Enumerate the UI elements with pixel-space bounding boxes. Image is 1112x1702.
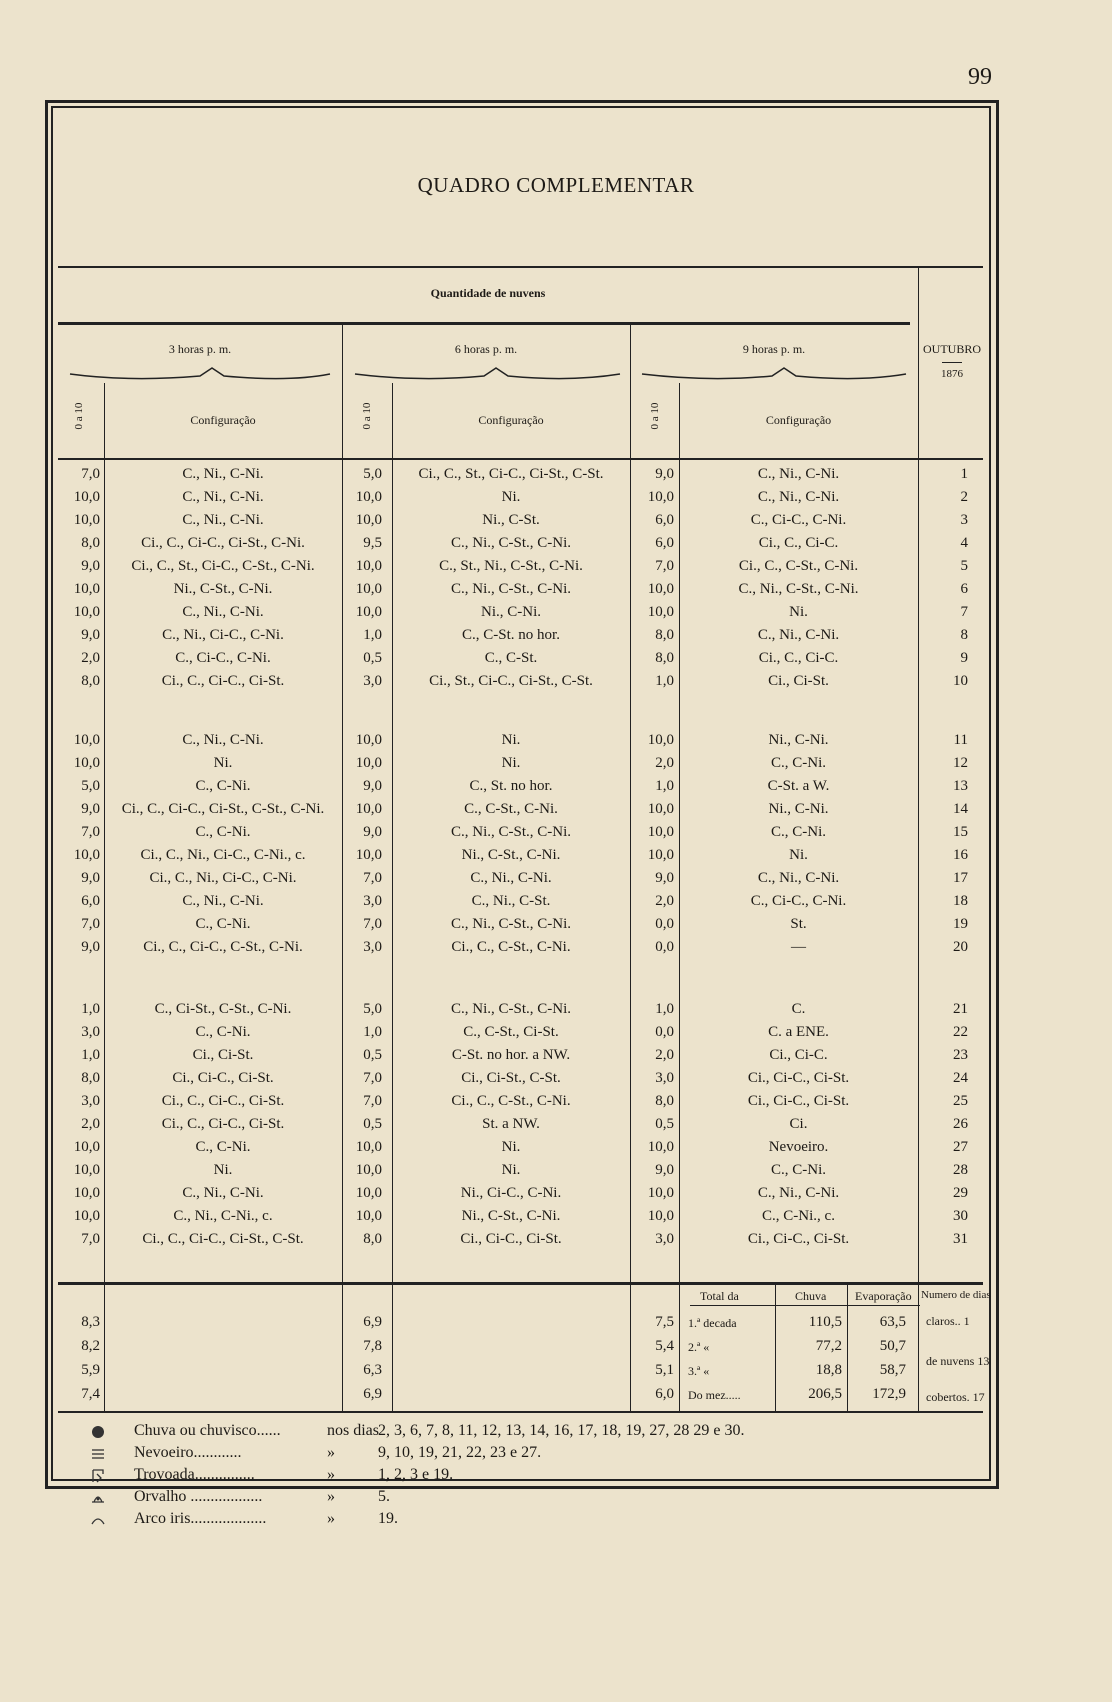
cloud-9h-value: 6,0 — [655, 535, 674, 551]
cloud-9h-value: 8,0 — [655, 1093, 674, 1109]
day-number: 26 — [953, 1116, 968, 1132]
cloud-3h-value: 10,0 — [73, 489, 100, 505]
cloud-9h-value: 10,0 — [647, 824, 674, 840]
header-config-9h: Configuração — [765, 413, 832, 427]
config-3h: C., C-Ni. — [195, 778, 251, 794]
config-3h: C., C-Ni. — [195, 1139, 251, 1155]
config-9h: Ni. — [789, 604, 808, 620]
cloud-3h-value: 10,0 — [73, 1185, 100, 1201]
config-6h: St. a NW. — [482, 1116, 540, 1132]
day-number: 6 — [960, 581, 968, 597]
config-3h: Ni., C-St., C-Ni. — [173, 581, 273, 597]
header-config-6h: Configuração — [478, 413, 544, 427]
config-9h: Ci., Ci-C., Ci-St. — [747, 1070, 850, 1086]
config-3h: C., Ni., C-Ni. — [182, 1185, 264, 1201]
config-9h: Ci., C., C-St., C-Ni. — [738, 558, 859, 574]
cloud-6h-value: 0,5 — [363, 650, 382, 666]
legend-label: Trovoada............... — [134, 1466, 255, 1483]
cloud-3h-value: 10,0 — [73, 847, 100, 863]
month-underline — [942, 362, 962, 363]
config-3h: C., C-Ni. — [195, 1024, 251, 1040]
summary-num-header: Numero de dias — [921, 1289, 991, 1301]
cloud-6h-value: 10,0 — [355, 558, 382, 574]
config-3h: Ci., C., Ci-C., Ci-St., C-St. — [142, 1231, 304, 1247]
config-9h: Ni. — [789, 847, 808, 863]
config-9h: Nevoeiro. — [768, 1139, 829, 1155]
summary-evap: 58,7 — [879, 1362, 906, 1378]
cloud-9h-value: 0,0 — [655, 916, 674, 932]
config-9h: Ci. — [789, 1116, 808, 1132]
config-6h: Ni. — [501, 1139, 521, 1155]
cloud-3h-value: 10,0 — [73, 755, 100, 771]
config-9h: C. a ENE. — [768, 1024, 829, 1040]
cloud-9h-value: 1,0 — [655, 673, 674, 689]
cloud-3h-value: 10,0 — [73, 732, 100, 748]
mean-6h: 6,9 — [363, 1386, 382, 1402]
cloud-3h-value: 9,0 — [81, 801, 100, 817]
cloud-9h-value: 6,0 — [655, 512, 674, 528]
cloud-3h-value: 7,0 — [81, 824, 100, 840]
thunder-icon — [90, 1468, 106, 1489]
vrule-2 — [342, 325, 343, 1411]
fog-lines-icon — [90, 1446, 106, 1467]
day-number: 10 — [953, 673, 968, 689]
day-number: 30 — [953, 1208, 968, 1224]
config-6h: Ni., C-Ni. — [481, 604, 541, 620]
day-number: 13 — [953, 778, 968, 794]
summary-evap: 63,5 — [879, 1314, 906, 1330]
config-3h: C., Ni., C-Ni. — [182, 466, 264, 482]
config-3h: Ni. — [213, 1162, 233, 1178]
config-3h: Ci., C., Ci-C., C-St., C-Ni. — [143, 939, 303, 955]
cloud-9h-value: 10,0 — [647, 732, 674, 748]
config-9h: C., Ni., C-Ni. — [757, 870, 840, 886]
day-number: 31 — [953, 1231, 968, 1247]
summary-period: 3.ª « — [688, 1364, 710, 1378]
day-number: 17 — [953, 870, 968, 886]
cloud-3h-value: 9,0 — [81, 558, 100, 574]
config-9h: — — [791, 939, 806, 955]
day-number: 1 — [960, 466, 968, 482]
config-9h: C., Ni., C-Ni. — [757, 627, 840, 643]
cloud-9h-value: 9,0 — [655, 466, 674, 482]
day-number: 20 — [953, 939, 968, 955]
config-6h: C., Ni., C-St., C-Ni. — [450, 535, 571, 551]
config-6h: Ni. — [501, 1162, 521, 1178]
cloud-9h-value: 0,5 — [655, 1116, 674, 1132]
mean-6h: 6,3 — [363, 1362, 382, 1378]
header-rule-bottom — [58, 458, 983, 460]
summary-period: 1.ª decada — [688, 1316, 737, 1330]
config-3h: C., C-Ni. — [195, 916, 251, 932]
cloud-6h-value: 7,0 — [363, 870, 382, 886]
cloud-3h-value: 3,0 — [81, 1093, 100, 1109]
header-6h: 6 horas p. m. — [454, 342, 518, 356]
header-rule-top — [58, 266, 983, 268]
cloud-9h-value: 7,0 — [655, 558, 674, 574]
day-number: 18 — [953, 893, 968, 909]
config-9h: Ci., Ci-St. — [768, 673, 829, 689]
summary-chuva: 77,2 — [815, 1338, 842, 1354]
mean-9h: 5,1 — [655, 1362, 674, 1378]
cloud-3h-value: 7,0 — [81, 466, 100, 482]
config-3h: Ci., C., Ci-C., Ci-St. — [161, 673, 285, 689]
config-9h: Ni., C-Ni. — [768, 732, 829, 748]
cloud-3h-value: 2,0 — [81, 1116, 100, 1132]
cloud-3h-value: 10,0 — [73, 581, 100, 597]
config-9h: C-St. a W. — [767, 778, 830, 794]
config-6h: Ni., C-St. — [482, 512, 540, 528]
cloud-6h-value: 3,0 — [363, 939, 382, 955]
day-number: 15 — [953, 824, 968, 840]
config-6h: C., Ni., C-St., C-Ni. — [450, 581, 571, 597]
config-3h: C., C-Ni. — [195, 824, 251, 840]
summary-evap: 50,7 — [879, 1338, 906, 1354]
cloud-9h-value: 0,0 — [655, 1024, 674, 1040]
cloud-3h-value: 5,0 — [81, 778, 100, 794]
day-number: 23 — [953, 1047, 968, 1063]
cloud-9h-value: 10,0 — [647, 604, 674, 620]
dew-icon — [90, 1490, 106, 1511]
mean-3h: 8,2 — [81, 1338, 100, 1354]
header-year: 1876 — [941, 368, 963, 380]
config-6h: C., C-St., Ci-St. — [463, 1024, 559, 1040]
day-number: 19 — [953, 916, 968, 932]
day-number: 12 — [953, 755, 968, 771]
day-number: 4 — [960, 535, 968, 551]
page-number: 99 — [968, 64, 992, 90]
config-6h: Ci., C., St., Ci-C., Ci-St., C-St. — [418, 466, 604, 482]
config-6h: C., St. no hor. — [469, 778, 553, 794]
config-3h: C., Ni., Ci-C., C-Ni. — [162, 627, 284, 643]
config-9h: C., Ni., C-Ni. — [757, 489, 840, 505]
mean-9h: 7,5 — [655, 1314, 674, 1330]
day-number: 29 — [953, 1185, 968, 1201]
config-9h: C., C-Ni. — [770, 1162, 826, 1178]
config-3h: C., Ni., C-Ni. — [182, 604, 264, 620]
config-6h: C., Ni., C-St., C-Ni. — [450, 1001, 571, 1017]
header-scale-9h: 0 a 10 — [649, 402, 661, 430]
config-3h: Ci., C., Ci-C., Ci-St. — [161, 1093, 285, 1109]
config-9h: Ci., Ci-C. — [769, 1047, 828, 1063]
config-9h: C., Ci-C., C-Ni. — [750, 512, 847, 528]
config-6h: C., Ni., C-Ni. — [470, 870, 552, 886]
cloud-3h-value: 3,0 — [81, 1024, 100, 1040]
mean-6h: 7,8 — [363, 1338, 382, 1354]
config-9h: C., C-Ni. — [770, 755, 826, 771]
config-3h: Ci., Ci-C., Ci-St. — [172, 1070, 274, 1086]
config-3h: Ci., C., Ci-C., Ci-St. — [161, 1116, 285, 1132]
cloud-6h-value: 9,0 — [363, 778, 382, 794]
summary-chuva: 206,5 — [808, 1386, 842, 1402]
cloud-6h-value: 10,0 — [355, 489, 382, 505]
cloud-3h-value: 10,0 — [73, 1139, 100, 1155]
legend-days: 1, 2, 3 e 19. — [378, 1466, 454, 1483]
day-number: 9 — [960, 650, 968, 666]
cloud-6h-value: 3,0 — [363, 893, 382, 909]
legend-label: Arco iris................... — [134, 1510, 267, 1527]
config-6h: Ci., C., C-St., C-Ni. — [451, 939, 571, 955]
cloud-9h-value: 10,0 — [647, 1185, 674, 1201]
config-9h: St. — [790, 916, 807, 932]
cloud-6h-value: 10,0 — [355, 755, 382, 771]
legend-prefix: » — [327, 1510, 335, 1527]
mean-3h: 5,9 — [81, 1362, 100, 1378]
cloud-6h-value: 7,0 — [363, 1070, 382, 1086]
day-number: 5 — [960, 558, 968, 574]
page-title: QUADRO COMPLEMENTAR — [417, 173, 695, 197]
cloud-6h-value: 7,0 — [363, 1093, 382, 1109]
summary-rule — [58, 1282, 983, 1285]
config-9h: C., Ni., C-St., C-Ni. — [738, 581, 859, 597]
cloud-3h-value: 1,0 — [81, 1047, 100, 1063]
config-9h: C., Ci-C., C-Ni. — [750, 893, 847, 909]
config-9h: Ni., C-Ni. — [768, 801, 829, 817]
day-number: 21 — [953, 1001, 968, 1017]
day-number: 14 — [953, 801, 968, 817]
config-9h: C., Ni., C-Ni. — [757, 1185, 840, 1201]
cloud-3h-value: 2,0 — [81, 650, 100, 666]
legend-prefix: » — [327, 1488, 335, 1505]
cloud-6h-value: 9,5 — [363, 535, 382, 551]
cloud-6h-value: 7,0 — [363, 916, 382, 932]
cloud-3h-value: 8,0 — [81, 1070, 100, 1086]
cloud-6h-value: 10,0 — [355, 1139, 382, 1155]
config-9h: C., C-Ni., c. — [762, 1208, 835, 1224]
cloud-9h-value: 0,0 — [655, 939, 674, 955]
day-number: 2 — [960, 489, 968, 505]
cloud-3h-value: 9,0 — [81, 870, 100, 886]
legend-prefix: nos dias — [327, 1422, 379, 1439]
cloud-9h-value: 3,0 — [655, 1231, 674, 1247]
cloud-9h-value: 10,0 — [647, 1208, 674, 1224]
cloud-9h-value: 10,0 — [647, 581, 674, 597]
cloud-9h-value: 8,0 — [655, 627, 674, 643]
summary-chuva: 110,5 — [808, 1314, 842, 1330]
day-number: 28 — [953, 1162, 968, 1178]
legend-days: 2, 3, 6, 7, 8, 11, 12, 13, 14, 16, 17, 18, 19, 27, 28 29 e 30. — [378, 1422, 745, 1439]
legend-prefix: » — [327, 1444, 335, 1461]
config-6h: C., Ni., C-St., C-Ni. — [450, 916, 571, 932]
config-3h: C., Ni., C-Ni., c. — [173, 1208, 273, 1224]
vrule-4 — [630, 325, 631, 1411]
header-config-3h: Configuração — [190, 413, 256, 427]
cloud-6h-value: 10,0 — [355, 1162, 382, 1178]
cloud-3h-value: 1,0 — [81, 1001, 100, 1017]
cloud-9h-value: 2,0 — [655, 893, 674, 909]
legend-label: Chuva ou chuvisco...... — [134, 1422, 281, 1439]
summary-nuvens: de nuvens 13 — [926, 1354, 990, 1368]
cloud-9h-value: 2,0 — [655, 755, 674, 771]
config-6h: Ni., C-St., C-Ni. — [461, 1208, 561, 1224]
config-9h: C., Ni., C-Ni. — [757, 466, 840, 482]
cloud-9h-value: 3,0 — [655, 1070, 674, 1086]
cloud-6h-value: 3,0 — [363, 673, 382, 689]
cloud-6h-value: 0,5 — [363, 1047, 382, 1063]
day-number: 8 — [960, 627, 968, 643]
cloud-9h-value: 9,0 — [655, 1162, 674, 1178]
header-scale-6h: 0 a 10 — [361, 402, 373, 430]
header-group: Quantidade de nuvens — [430, 286, 546, 300]
config-3h: C., Ni., C-Ni. — [182, 512, 264, 528]
header-month: OUTUBRO — [922, 342, 981, 356]
summary-chuva-header: Chuva — [795, 1289, 827, 1303]
mean-9h: 6,0 — [655, 1386, 674, 1402]
cloud-6h-value: 10,0 — [355, 1208, 382, 1224]
config-6h: Ni. — [501, 732, 521, 748]
day-number: 25 — [953, 1093, 968, 1109]
summary-claros: claros.. 1 — [926, 1314, 970, 1328]
header-scale-3h: 0 a 10 — [73, 402, 85, 430]
legend-rule — [58, 1411, 983, 1413]
legend-prefix: » — [327, 1466, 335, 1483]
cloud-6h-value: 1,0 — [363, 627, 382, 643]
config-6h: C., Ni., C-St. — [471, 893, 551, 909]
cloud-3h-value: 10,0 — [73, 1208, 100, 1224]
config-3h: Ci., C., Ni., Ci-C., C-Ni. — [149, 870, 297, 886]
config-9h: Ci., Ci-C., Ci-St. — [747, 1231, 850, 1247]
cloud-6h-value: 9,0 — [363, 824, 382, 840]
day-number: 27 — [953, 1139, 968, 1155]
day-number: 24 — [953, 1070, 968, 1086]
summary-cobertos: cobertos. 17 — [926, 1390, 985, 1404]
config-3h: Ni. — [213, 755, 233, 771]
cloud-9h-value: 10,0 — [647, 847, 674, 863]
mean-6h: 6,9 — [363, 1314, 382, 1330]
cloud-6h-value: 5,0 — [363, 466, 382, 482]
mean-9h: 5,4 — [655, 1338, 674, 1354]
cloud-6h-value: 10,0 — [355, 604, 382, 620]
cloud-3h-value: 9,0 — [81, 627, 100, 643]
cloud-9h-value: 1,0 — [655, 1001, 674, 1017]
cloud-6h-value: 10,0 — [355, 581, 382, 597]
summary-total-header: Total da — [700, 1289, 739, 1303]
cloud-9h-value: 8,0 — [655, 650, 674, 666]
legend-label: Nevoeiro............ — [134, 1444, 242, 1461]
config-3h: C., Ci-St., C-St., C-Ni. — [154, 1001, 292, 1017]
config-6h: C., C-St. — [484, 650, 538, 666]
cloud-6h-value: 0,5 — [363, 1116, 382, 1132]
config-6h: Ci., Ci-St., C-St. — [461, 1070, 561, 1086]
header-rule-group — [58, 322, 910, 325]
cloud-3h-value: 8,0 — [81, 535, 100, 551]
header-3h: 3 horas p. m. — [168, 342, 232, 356]
cloud-3h-value: 10,0 — [73, 604, 100, 620]
cloud-3h-value: 10,0 — [73, 512, 100, 528]
config-3h: Ci., C., St., Ci-C., C-St., C-Ni. — [131, 558, 315, 574]
cloud-3h-value: 8,0 — [81, 673, 100, 689]
config-3h: Ci., C., Ni., Ci-C., C-Ni., c. — [140, 847, 306, 863]
header-9h: 9 horas p. m. — [742, 342, 806, 356]
config-6h: Ni., C-St., C-Ni. — [461, 847, 561, 863]
cloud-9h-value: 9,0 — [655, 870, 674, 886]
day-number: 3 — [960, 512, 968, 528]
cloud-9h-value: 10,0 — [647, 1139, 674, 1155]
config-3h: C., Ci-C., C-Ni. — [175, 650, 271, 666]
config-6h: Ci., C., C-St., C-Ni. — [451, 1093, 571, 1109]
cloud-3h-value: 7,0 — [81, 1231, 100, 1247]
config-3h: Ci., C., Ci-C., Ci-St., C-Ni. — [141, 535, 305, 551]
config-6h: C., C-St., C-Ni. — [464, 801, 558, 817]
cloud-3h-value: 9,0 — [81, 939, 100, 955]
cloud-6h-value: 5,0 — [363, 1001, 382, 1017]
config-9h: Ci., C., Ci-C. — [758, 650, 839, 666]
cloud-6h-value: 10,0 — [355, 1185, 382, 1201]
rainbow-icon — [90, 1512, 106, 1533]
config-6h: Ni. — [501, 489, 521, 505]
config-3h: C., Ni., C-Ni. — [182, 893, 264, 909]
legend-days: 9, 10, 19, 21, 22, 23 e 27. — [378, 1444, 542, 1461]
cloud-6h-value: 10,0 — [355, 801, 382, 817]
config-6h: C., Ni., C-St., C-Ni. — [450, 824, 571, 840]
config-6h: C., St., Ni., C-St., C-Ni. — [439, 558, 583, 574]
summary-evap-header: Evaporação — [855, 1289, 912, 1303]
summary-period: Do mez..... — [688, 1388, 741, 1402]
config-6h: C., C-St. no hor. — [462, 627, 560, 643]
day-number: 7 — [960, 604, 968, 620]
config-9h: Ci., Ci-C., Ci-St. — [747, 1093, 850, 1109]
config-3h: C., Ni., C-Ni. — [182, 732, 264, 748]
cloud-6h-value: 10,0 — [355, 847, 382, 863]
cloud-9h-value: 2,0 — [655, 1047, 674, 1063]
legend-label: Orvalho .................. — [134, 1488, 263, 1505]
day-number: 11 — [953, 732, 968, 748]
day-number: 16 — [953, 847, 968, 863]
mean-3h: 7,4 — [81, 1386, 100, 1402]
summary-period: 2.ª « — [688, 1340, 710, 1354]
config-6h: Ci., St., Ci-C., Ci-St., C-St. — [429, 673, 593, 689]
cloud-3h-value: 6,0 — [81, 893, 100, 909]
cloud-6h-value: 1,0 — [363, 1024, 382, 1040]
config-3h: Ci., Ci-St. — [192, 1047, 254, 1063]
rain-dot-icon — [90, 1424, 106, 1445]
cloud-3h-value: 10,0 — [73, 1162, 100, 1178]
cloud-6h-value: 10,0 — [355, 512, 382, 528]
cloud-6h-value: 8,0 — [363, 1231, 382, 1247]
summary-header-rule — [690, 1305, 920, 1306]
legend-days: 19. — [378, 1510, 398, 1527]
legend-days: 5. — [378, 1488, 390, 1505]
cloud-6h-value: 10,0 — [355, 732, 382, 748]
summary-chuva: 18,8 — [815, 1362, 842, 1378]
config-9h: C., C-Ni. — [770, 824, 826, 840]
config-9h: Ci., C., Ci-C. — [758, 535, 839, 551]
config-3h: C., Ni., C-Ni. — [182, 489, 264, 505]
cloud-3h-value: 7,0 — [81, 916, 100, 932]
config-9h: C. — [791, 1001, 806, 1017]
config-6h: C-St. no hor. a NW. — [451, 1047, 571, 1063]
config-6h: Ci., Ci-C., Ci-St. — [460, 1231, 562, 1247]
day-number: 22 — [953, 1024, 968, 1040]
mean-3h: 8,3 — [81, 1314, 100, 1330]
cloud-9h-value: 10,0 — [647, 489, 674, 505]
cloud-9h-value: 10,0 — [647, 801, 674, 817]
config-6h: Ni., Ci-C., C-Ni. — [460, 1185, 562, 1201]
summary-evap: 172,9 — [872, 1386, 906, 1402]
config-3h: Ci., C., Ci-C., Ci-St., C-St., C-Ni. — [121, 801, 325, 817]
cloud-9h-value: 1,0 — [655, 778, 674, 794]
config-6h: Ni. — [501, 755, 521, 771]
